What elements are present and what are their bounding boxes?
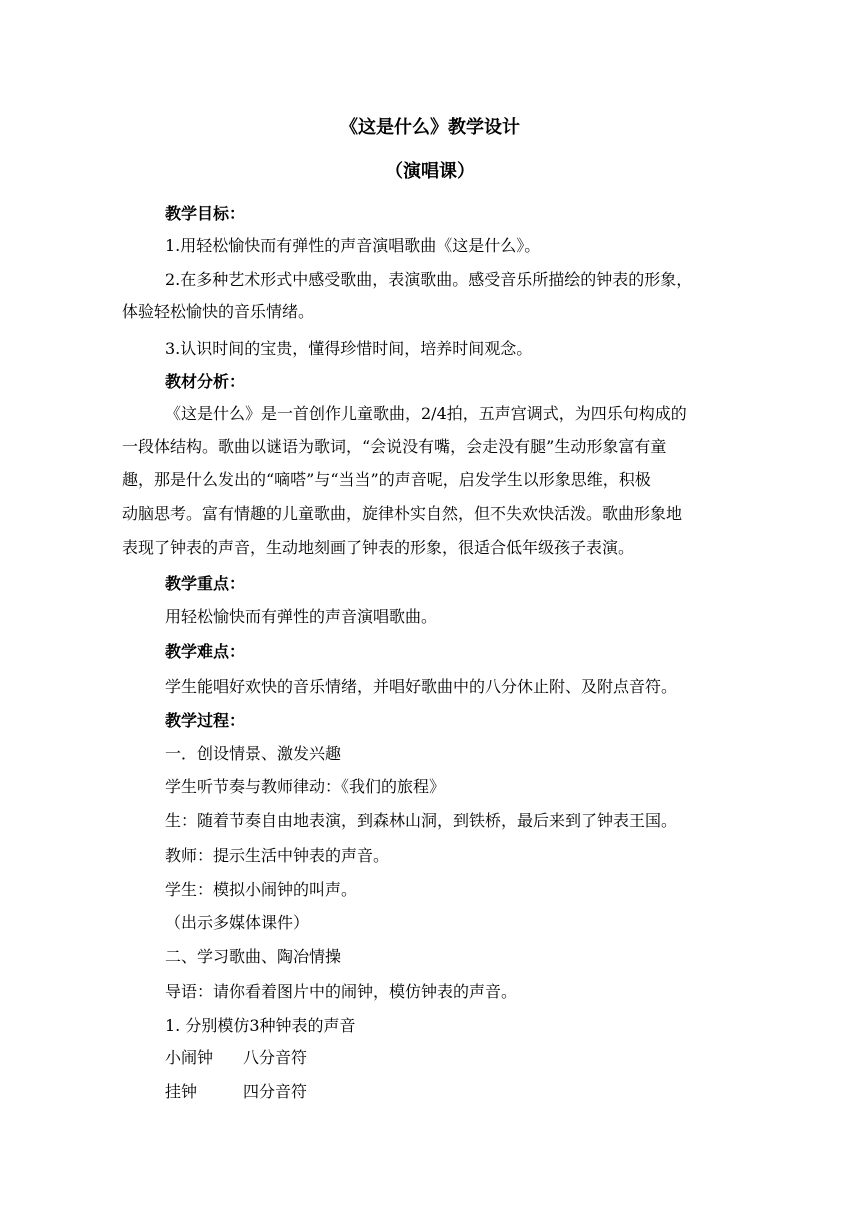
analysis-line: 《这是什么》是一首创作儿童歌曲，2/4拍，五声宫调式，为四乐句构成的: [165, 404, 687, 423]
process-step: 教师：提示生活中钟表的声音。: [165, 846, 390, 865]
document-title: 《这是什么》教学设计: [340, 117, 520, 138]
clock-row: [165, 1047, 213, 1069]
process-step: 生：随着节奏自由地表演，到森林山洞，到铁桥，最后来到了钟表王国。: [165, 811, 678, 830]
clock-name: 小闹钟: [165, 1048, 214, 1067]
process-step: 学生听节奏与教师律动：《我们的旅程》: [165, 777, 446, 796]
analysis-heading: 教材分析：: [165, 372, 246, 391]
process-step: 导语：请你看着图片中的闹钟，模仿钟表的声音。: [165, 982, 518, 1001]
document-subtitle: （演唱课）: [385, 161, 475, 182]
process-step: 学生：模拟小闹钟的叫声。: [165, 880, 358, 899]
analysis-line: 动脑思考。富有情趣的儿童歌曲，旋律朴实自然，但不失欢快活泼。歌曲形象地: [122, 504, 683, 523]
clock-note: 八分音符: [243, 1048, 308, 1067]
process-step: 二、学习歌曲、陶冶情操: [165, 947, 342, 966]
process-step: 一．创设情景、激发兴趣: [165, 744, 342, 763]
key-text: 用轻松愉快而有弹性的声音演唱歌曲。: [165, 607, 438, 626]
analysis-line: 一段体结构。歌曲以谜语为歌词，“会说没有嘴，会走没有腿”生动形象富有童: [122, 437, 667, 456]
goals-heading: 教学目标：: [165, 204, 246, 223]
difficulty-heading: 教学难点：: [165, 642, 246, 661]
key-heading: 教学重点：: [165, 574, 246, 593]
difficulty-text: 学生能唱好欢快的音乐情绪，并唱好歌曲中的八分休止附、及附点音符。: [165, 677, 678, 696]
goal-3: 3.认识时间的宝贵，懂得珍惜时间，培养时间观念。: [165, 339, 533, 358]
process-step: （出示多媒体课件）: [165, 913, 310, 932]
analysis-line: 趣，那是什么发出的“嘀嗒”与“当当”的声音呢，启发学生以形象思维，积极: [122, 470, 651, 489]
clock-note: 四分音符: [243, 1082, 308, 1101]
process-step: 1. 分别模仿3种钟表的声音: [165, 1016, 356, 1035]
analysis-line: 表现了钟表的声音，生动地刻画了钟表的形象，很适合低年级孩子表演。: [122, 538, 635, 557]
process-heading: 教学过程：: [165, 711, 246, 730]
goal-2-line-2: 体验轻松愉快的音乐情绪。: [122, 302, 315, 321]
goal-2-line-1: 2.在多种艺术形式中感受歌曲，表演歌曲。感受音乐所描绘的钟表的形象，: [165, 270, 693, 289]
goal-1: 1.用轻松愉快而有弹性的声音演唱歌曲《这是什么》。: [165, 236, 541, 255]
clock-row: [165, 1081, 197, 1103]
clock-name: 挂钟: [165, 1082, 198, 1101]
